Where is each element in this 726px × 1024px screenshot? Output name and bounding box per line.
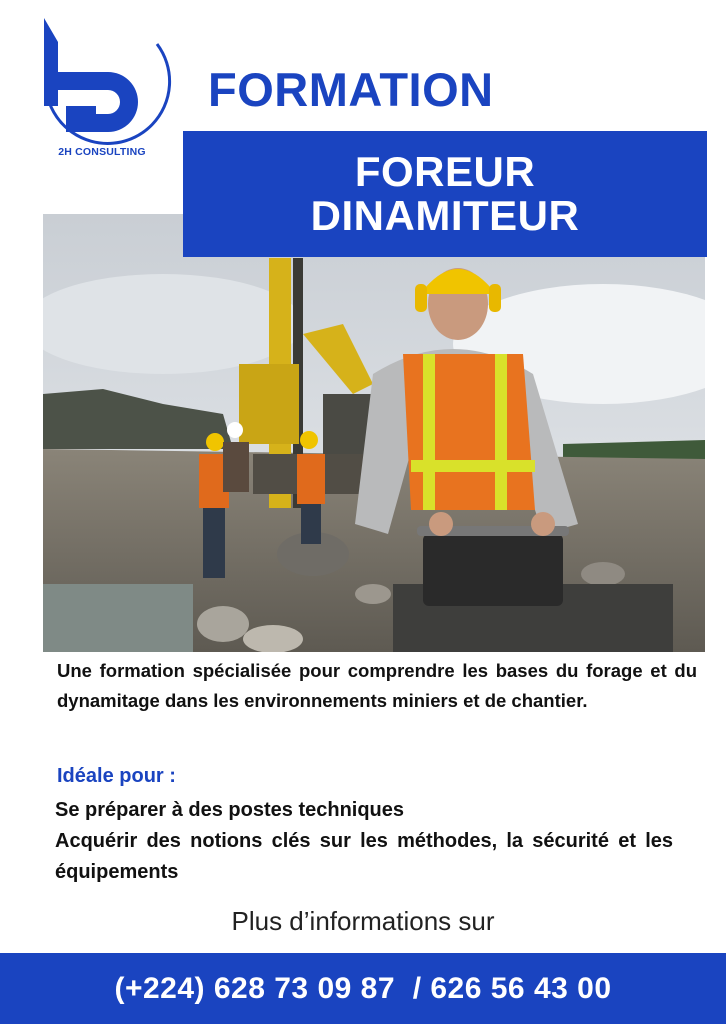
intro-paragraph: Une formation spécialisée pour comprendre les bases du forage et du dynamitage dans les environnements miniers et de chantier. — [57, 660, 697, 711]
course-title-line1: FOREUR — [354, 147, 536, 195]
course-title-banner — [183, 131, 707, 257]
ideal-item: Se préparer à des postes techniques — [55, 799, 405, 821]
contact-footer — [0, 953, 726, 1024]
company-logo — [22, 14, 180, 164]
ideal-item: Acquérir des notions clés sur les méthodes, la sécurité et les équipements — [55, 830, 673, 883]
logo-mark-icon — [22, 14, 180, 146]
company-name: 2H CONSULTING — [58, 146, 146, 158]
hero-photo — [43, 214, 705, 652]
course-title-line2: DINAMITEUR — [310, 192, 580, 239]
ideal-heading: Idéale pour : — [57, 765, 176, 787]
phone-numbers[interactable]: (+224) 628 73 09 87 / 626 56 43 00 — [114, 971, 612, 1005]
more-info-text: Plus d’informations sur — [231, 906, 495, 936]
formation-heading: FORMATION — [208, 63, 494, 116]
